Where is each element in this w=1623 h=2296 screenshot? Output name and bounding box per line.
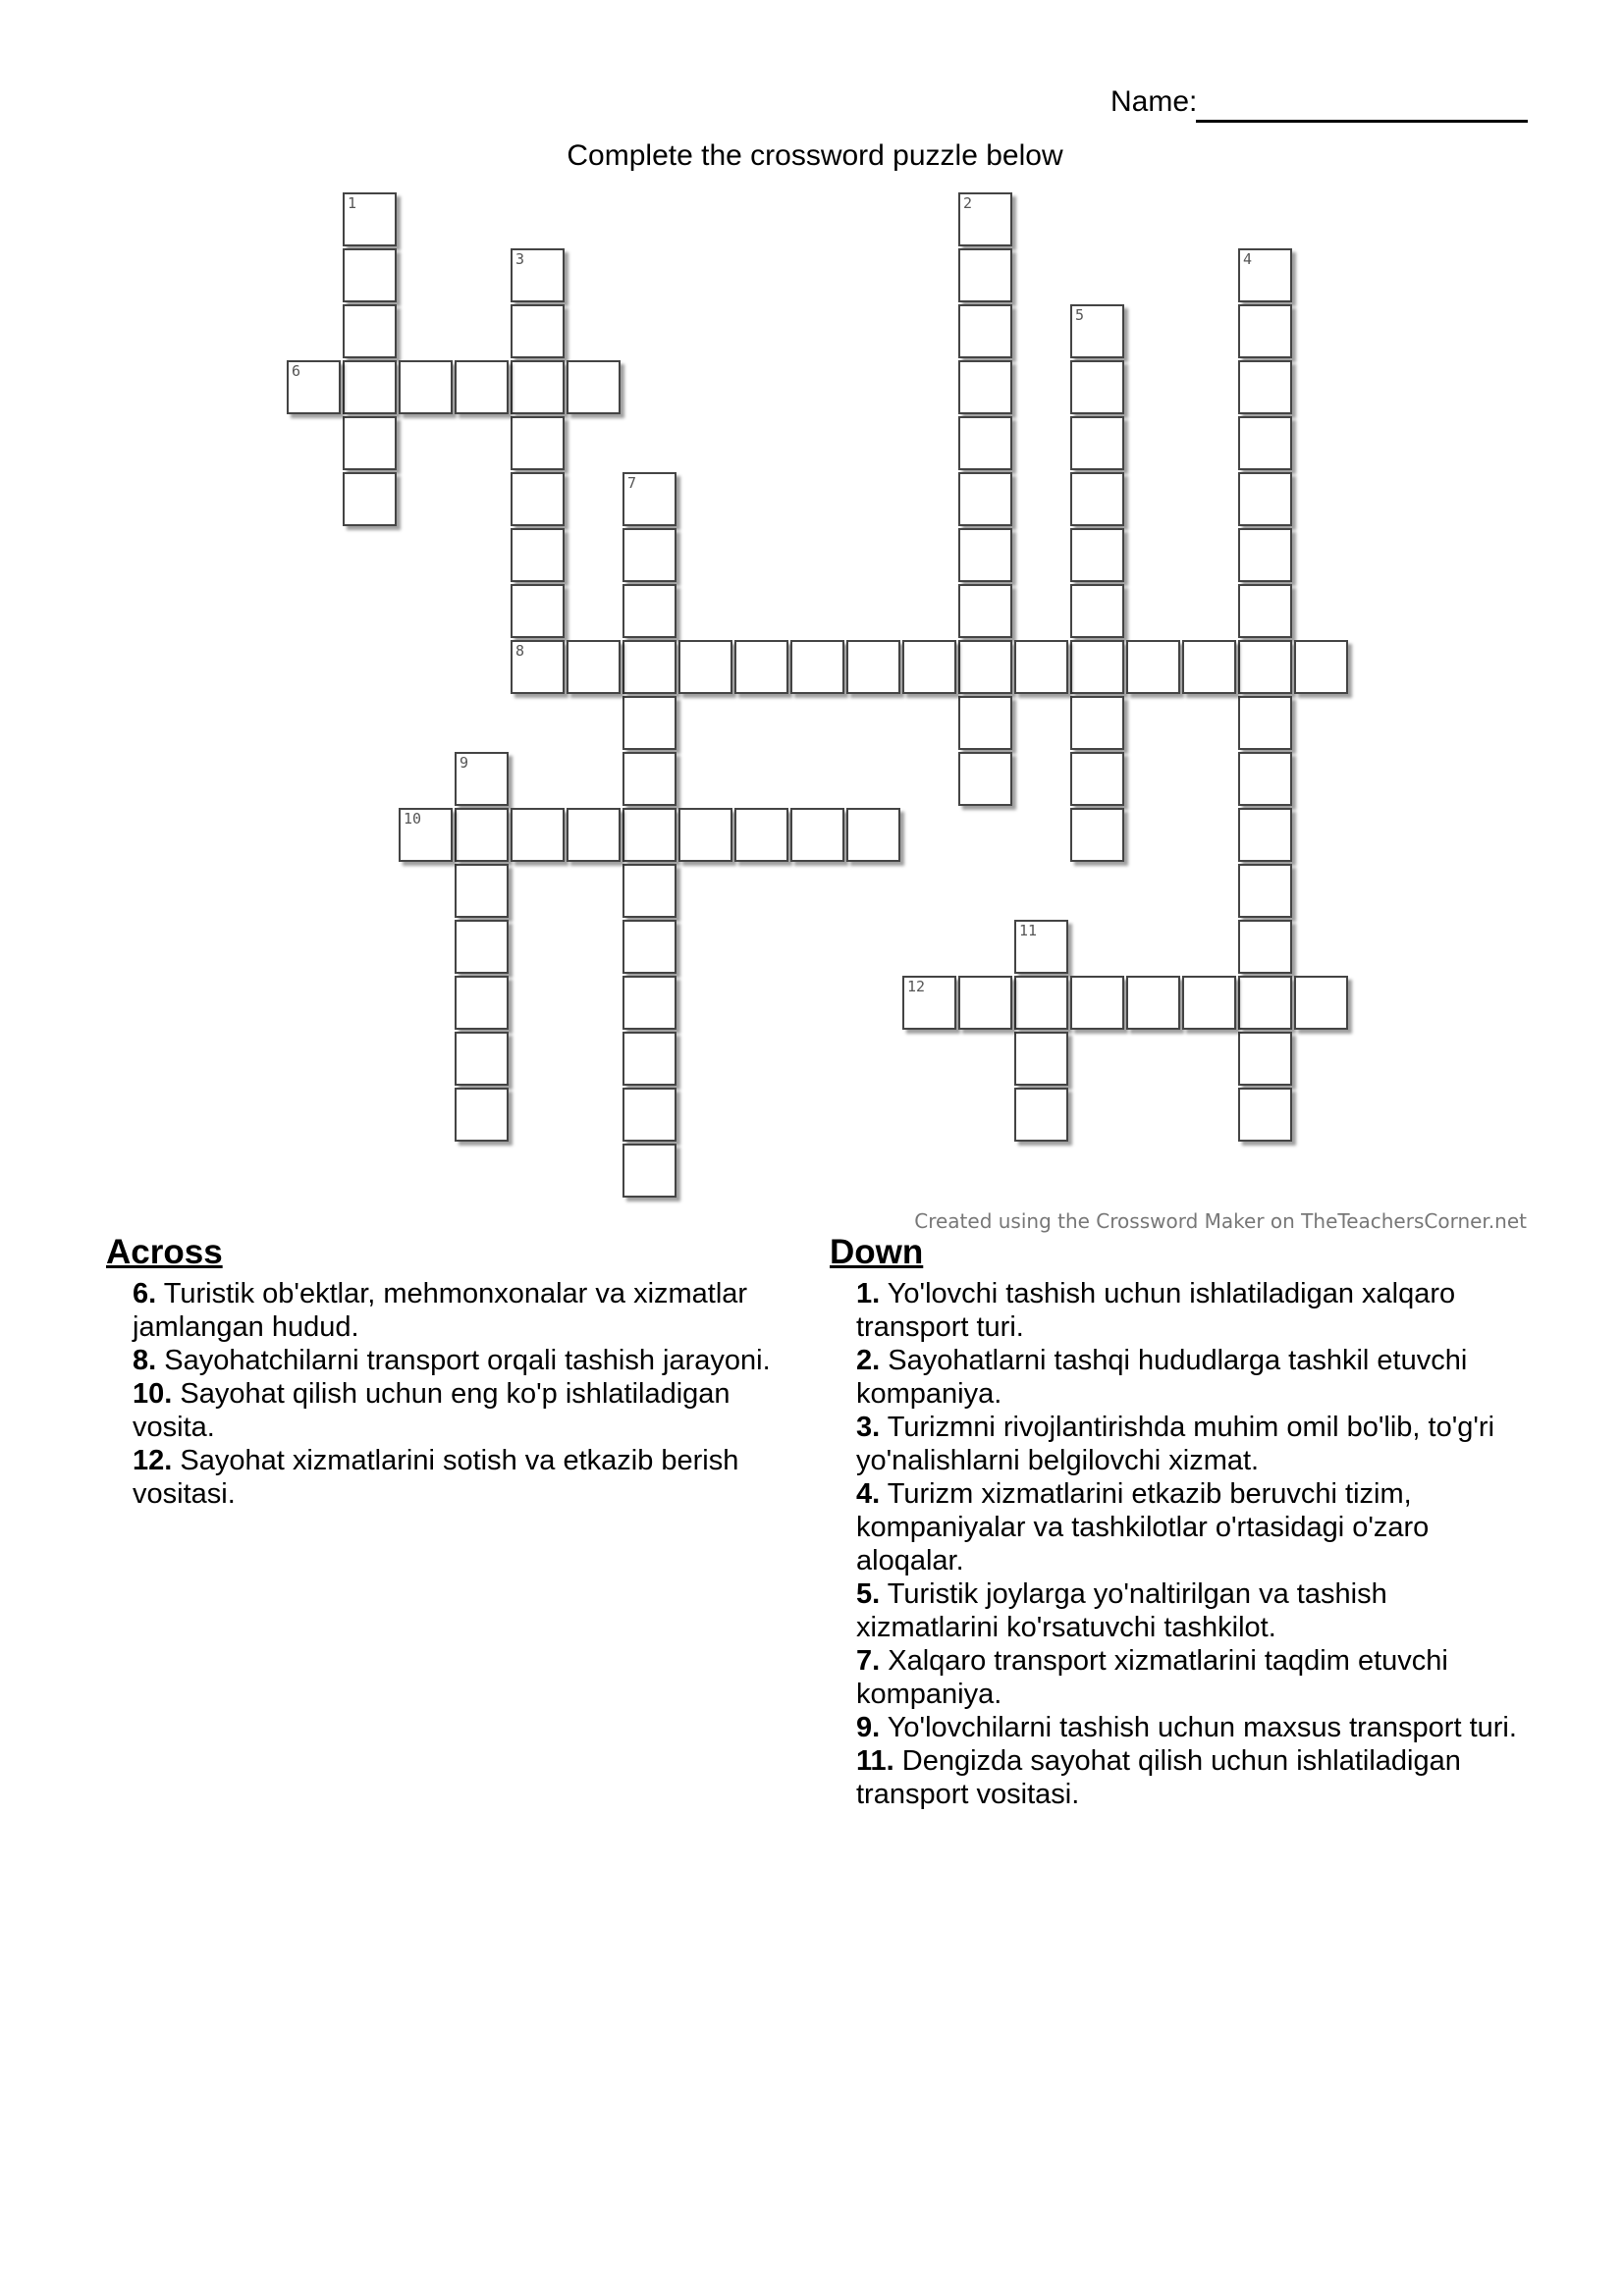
clue-item [133, 1444, 813, 1511]
crossword-cell[interactable] [511, 416, 565, 470]
crossword-cell[interactable] [1070, 976, 1124, 1030]
clue-item [856, 1277, 1537, 1344]
clue-number: 10 [404, 810, 422, 828]
crossword-cell[interactable] [622, 864, 676, 918]
name-label: Name: [1110, 85, 1198, 118]
crossword-cell[interactable] [1070, 304, 1124, 358]
clue-number: 6 [292, 362, 301, 380]
clue-item [856, 1644, 1537, 1711]
crossword-cell[interactable] [567, 640, 621, 694]
clue-item-number: 6. [133, 1278, 157, 1309]
clue-item-number: 12. [133, 1445, 173, 1476]
crossword-cell[interactable] [958, 472, 1012, 526]
clue-item-number: 1. [856, 1278, 881, 1309]
crossword-cell[interactable] [958, 640, 1012, 694]
crossword-cell[interactable] [511, 472, 565, 526]
crossword-cell[interactable] [1070, 696, 1124, 750]
crossword-cell[interactable] [1014, 640, 1068, 694]
crossword-cell[interactable] [846, 640, 900, 694]
clue-item [133, 1344, 813, 1377]
clue-item [856, 1577, 1537, 1644]
crossword-cell[interactable] [622, 808, 676, 862]
crossword-cell[interactable] [622, 472, 676, 526]
crossword-cell[interactable] [622, 920, 676, 974]
crossword-cell[interactable] [734, 640, 788, 694]
crossword-cell[interactable] [958, 360, 1012, 414]
crossword-cell[interactable] [1238, 248, 1292, 302]
crossword-cell[interactable] [622, 752, 676, 806]
crossword-cell[interactable] [958, 696, 1012, 750]
crossword-cell[interactable] [958, 416, 1012, 470]
clue-item-text: Xalqaro transport xizmatlarini taqdim etuvchi kompaniya. [856, 1645, 1448, 1710]
crossword-cell[interactable] [958, 752, 1012, 806]
clue-item-text: Yo'lovchilarni tashish uchun maxsus transport turi. [887, 1712, 1517, 1743]
crossword-cell[interactable] [511, 248, 565, 302]
crossword-cell[interactable] [1238, 640, 1292, 694]
crossword-cell[interactable] [1182, 976, 1236, 1030]
crossword-cell[interactable] [622, 528, 676, 582]
clue-item-text: Sayohat xizmatlarini sotish va etkazib berish vositasi. [133, 1445, 739, 1510]
crossword-cell[interactable] [958, 528, 1012, 582]
crossword-cell[interactable] [455, 864, 509, 918]
clue-number: 1 [348, 194, 357, 212]
crossword-cell[interactable] [622, 1144, 676, 1198]
crossword-cell[interactable] [343, 192, 397, 246]
crossword-cell[interactable] [1238, 528, 1292, 582]
clue-item-number: 2. [856, 1345, 881, 1376]
crossword-cell[interactable] [1070, 416, 1124, 470]
clue-item [856, 1344, 1537, 1411]
across-clues [106, 1232, 813, 1511]
crossword-cell[interactable] [958, 976, 1012, 1030]
clue-number: 5 [1075, 306, 1085, 324]
clue-number: 11 [1019, 922, 1038, 939]
crossword-cell[interactable] [511, 528, 565, 582]
crossword-cell[interactable] [1014, 1088, 1068, 1142]
crossword-cell[interactable] [1070, 584, 1124, 638]
crossword-cell[interactable] [958, 192, 1012, 246]
crossword-cell[interactable] [287, 360, 341, 414]
crossword-cell[interactable] [622, 976, 676, 1030]
crossword-cell[interactable] [399, 360, 453, 414]
clue-item-number: 9. [856, 1712, 881, 1743]
crossword-cell[interactable] [511, 808, 565, 862]
crossword-cell[interactable] [343, 416, 397, 470]
crossword-cell[interactable] [455, 976, 509, 1030]
clue-item-text: Turistik joylarga yo'naltirilgan va tashish xizmatlarini ko'rsatuvchi tashkilot. [856, 1578, 1387, 1643]
clue-item [856, 1411, 1537, 1477]
crossword-cell[interactable] [455, 808, 509, 862]
crossword-cell[interactable] [958, 304, 1012, 358]
crossword-cell[interactable] [1238, 920, 1292, 974]
crossword-cell[interactable] [1238, 304, 1292, 358]
clue-item-text: Turizm xizmatlarini etkazib beruvchi tizim, kompaniyalar va tashkilotlar o'rtasidagi o'zaro aloqalar. [856, 1478, 1430, 1576]
clue-item [133, 1277, 813, 1344]
crossword-cell[interactable] [455, 1032, 509, 1086]
clue-item-text: Sayohat qilish uchun eng ko'p ishlatiladigan vosita. [133, 1378, 730, 1443]
clue-item-text: Dengizda sayohat qilish uchun ishlatiladigan transport vositasi. [856, 1745, 1461, 1810]
clue-number: 9 [460, 754, 469, 772]
clue-item-number: 3. [856, 1412, 881, 1443]
crossword-cell[interactable] [622, 1088, 676, 1142]
crossword-cell[interactable] [678, 808, 732, 862]
crossword-cell[interactable] [1238, 696, 1292, 750]
crossword-cell[interactable] [734, 808, 788, 862]
clue-item [133, 1377, 813, 1444]
down-clue-list [830, 1277, 1537, 1811]
crossword-cell[interactable] [1238, 1088, 1292, 1142]
crossword-cell[interactable] [790, 808, 844, 862]
clue-item [856, 1711, 1537, 1744]
crossword-cell[interactable] [1126, 640, 1180, 694]
crossword-cell[interactable] [622, 640, 676, 694]
crossword-cell[interactable] [1070, 808, 1124, 862]
crossword-cell[interactable] [343, 472, 397, 526]
crossword-cell[interactable] [902, 976, 956, 1030]
crossword-cell[interactable] [1294, 976, 1348, 1030]
clue-number: 8 [515, 642, 525, 660]
crossword-cell[interactable] [1238, 808, 1292, 862]
crossword-cell[interactable] [622, 1032, 676, 1086]
crossword-cell[interactable] [455, 752, 509, 806]
crossword-cell[interactable] [1070, 472, 1124, 526]
crossword-cell[interactable] [1070, 752, 1124, 806]
across-clue-list [106, 1277, 813, 1511]
crossword-cell[interactable] [511, 584, 565, 638]
clue-number: 4 [1243, 250, 1253, 268]
crossword-cell[interactable] [1014, 920, 1068, 974]
down-clues [830, 1232, 1537, 1811]
crossword-cell[interactable] [958, 584, 1012, 638]
crossword-cell[interactable] [455, 920, 509, 974]
crossword-cell[interactable] [1238, 416, 1292, 470]
crossword-cell[interactable] [1126, 976, 1180, 1030]
crossword-cell[interactable] [1238, 1032, 1292, 1086]
across-heading: Across [106, 1233, 223, 1271]
crossword-cell[interactable] [790, 640, 844, 694]
crossword-cell[interactable] [1014, 1032, 1068, 1086]
crossword-cell[interactable] [678, 640, 732, 694]
crossword-cell[interactable] [1238, 864, 1292, 918]
crossword-cell[interactable] [1238, 360, 1292, 414]
crossword-cell[interactable] [567, 808, 621, 862]
clue-item-text: Turistik ob'ektlar, mehmonxonalar va xizmatlar jamlangan hudud. [133, 1278, 748, 1343]
crossword-cell[interactable] [1238, 584, 1292, 638]
clue-number: 7 [627, 474, 637, 492]
down-heading: Down [830, 1233, 924, 1271]
crossword-cell[interactable] [455, 360, 509, 414]
crossword-cell[interactable] [1294, 640, 1348, 694]
crossword-cell[interactable] [511, 304, 565, 358]
crossword-cell[interactable] [1070, 360, 1124, 414]
clue-number: 3 [515, 250, 525, 268]
crossword-cell[interactable] [1070, 528, 1124, 582]
clue-item-text: Yo'lovchi tashish uchun ishlatiladigan xalqaro transport turi. [856, 1278, 1456, 1343]
crossword-cell[interactable] [455, 1088, 509, 1142]
crossword-cell[interactable] [622, 584, 676, 638]
crossword-cell[interactable] [1014, 976, 1068, 1030]
page-title: Complete the crossword puzzle below [567, 139, 1063, 172]
crossword-cell[interactable] [343, 360, 397, 414]
crossword-cell[interactable] [343, 304, 397, 358]
clue-number: 12 [907, 978, 926, 995]
clue-item-number: 5. [856, 1578, 881, 1610]
crossword-cell[interactable] [1070, 640, 1124, 694]
crossword-cell[interactable] [1182, 640, 1236, 694]
crossword-cell[interactable] [902, 640, 956, 694]
crossword-cell[interactable] [1238, 752, 1292, 806]
clue-item-text: Sayohatlarni tashqi hududlarga tashkil etuvchi kompaniya. [856, 1345, 1468, 1410]
crossword-cell[interactable] [511, 360, 565, 414]
clue-number: 2 [963, 194, 973, 212]
crossword-cell[interactable] [1238, 472, 1292, 526]
crossword-cell[interactable] [622, 696, 676, 750]
crossword-cell[interactable] [1238, 976, 1292, 1030]
crossword-cell[interactable] [958, 248, 1012, 302]
credit-text: Created using the Crossword Maker on TheTeachersCorner.net [914, 1209, 1527, 1233]
crossword-cell[interactable] [511, 640, 565, 694]
clue-item [856, 1477, 1537, 1577]
clue-item-number: 10. [133, 1378, 173, 1410]
clue-item-text: Sayohatchilarni transport orqali tashish jarayoni. [164, 1345, 771, 1376]
clue-item-number: 7. [856, 1645, 881, 1677]
crossword-cell[interactable] [399, 808, 453, 862]
clue-item [856, 1744, 1537, 1811]
clue-item-number: 8. [133, 1345, 157, 1376]
crossword-cell[interactable] [846, 808, 900, 862]
crossword-cell[interactable] [343, 248, 397, 302]
clue-item-text: Turizmni rivojlantirishda muhim omil bo'lib, to'g'ri yo'nalishlarni belgilovchi xizmat. [856, 1412, 1495, 1476]
clue-item-number: 11. [856, 1745, 894, 1777]
clue-item-number: 4. [856, 1478, 881, 1510]
crossword-cell[interactable] [567, 360, 621, 414]
